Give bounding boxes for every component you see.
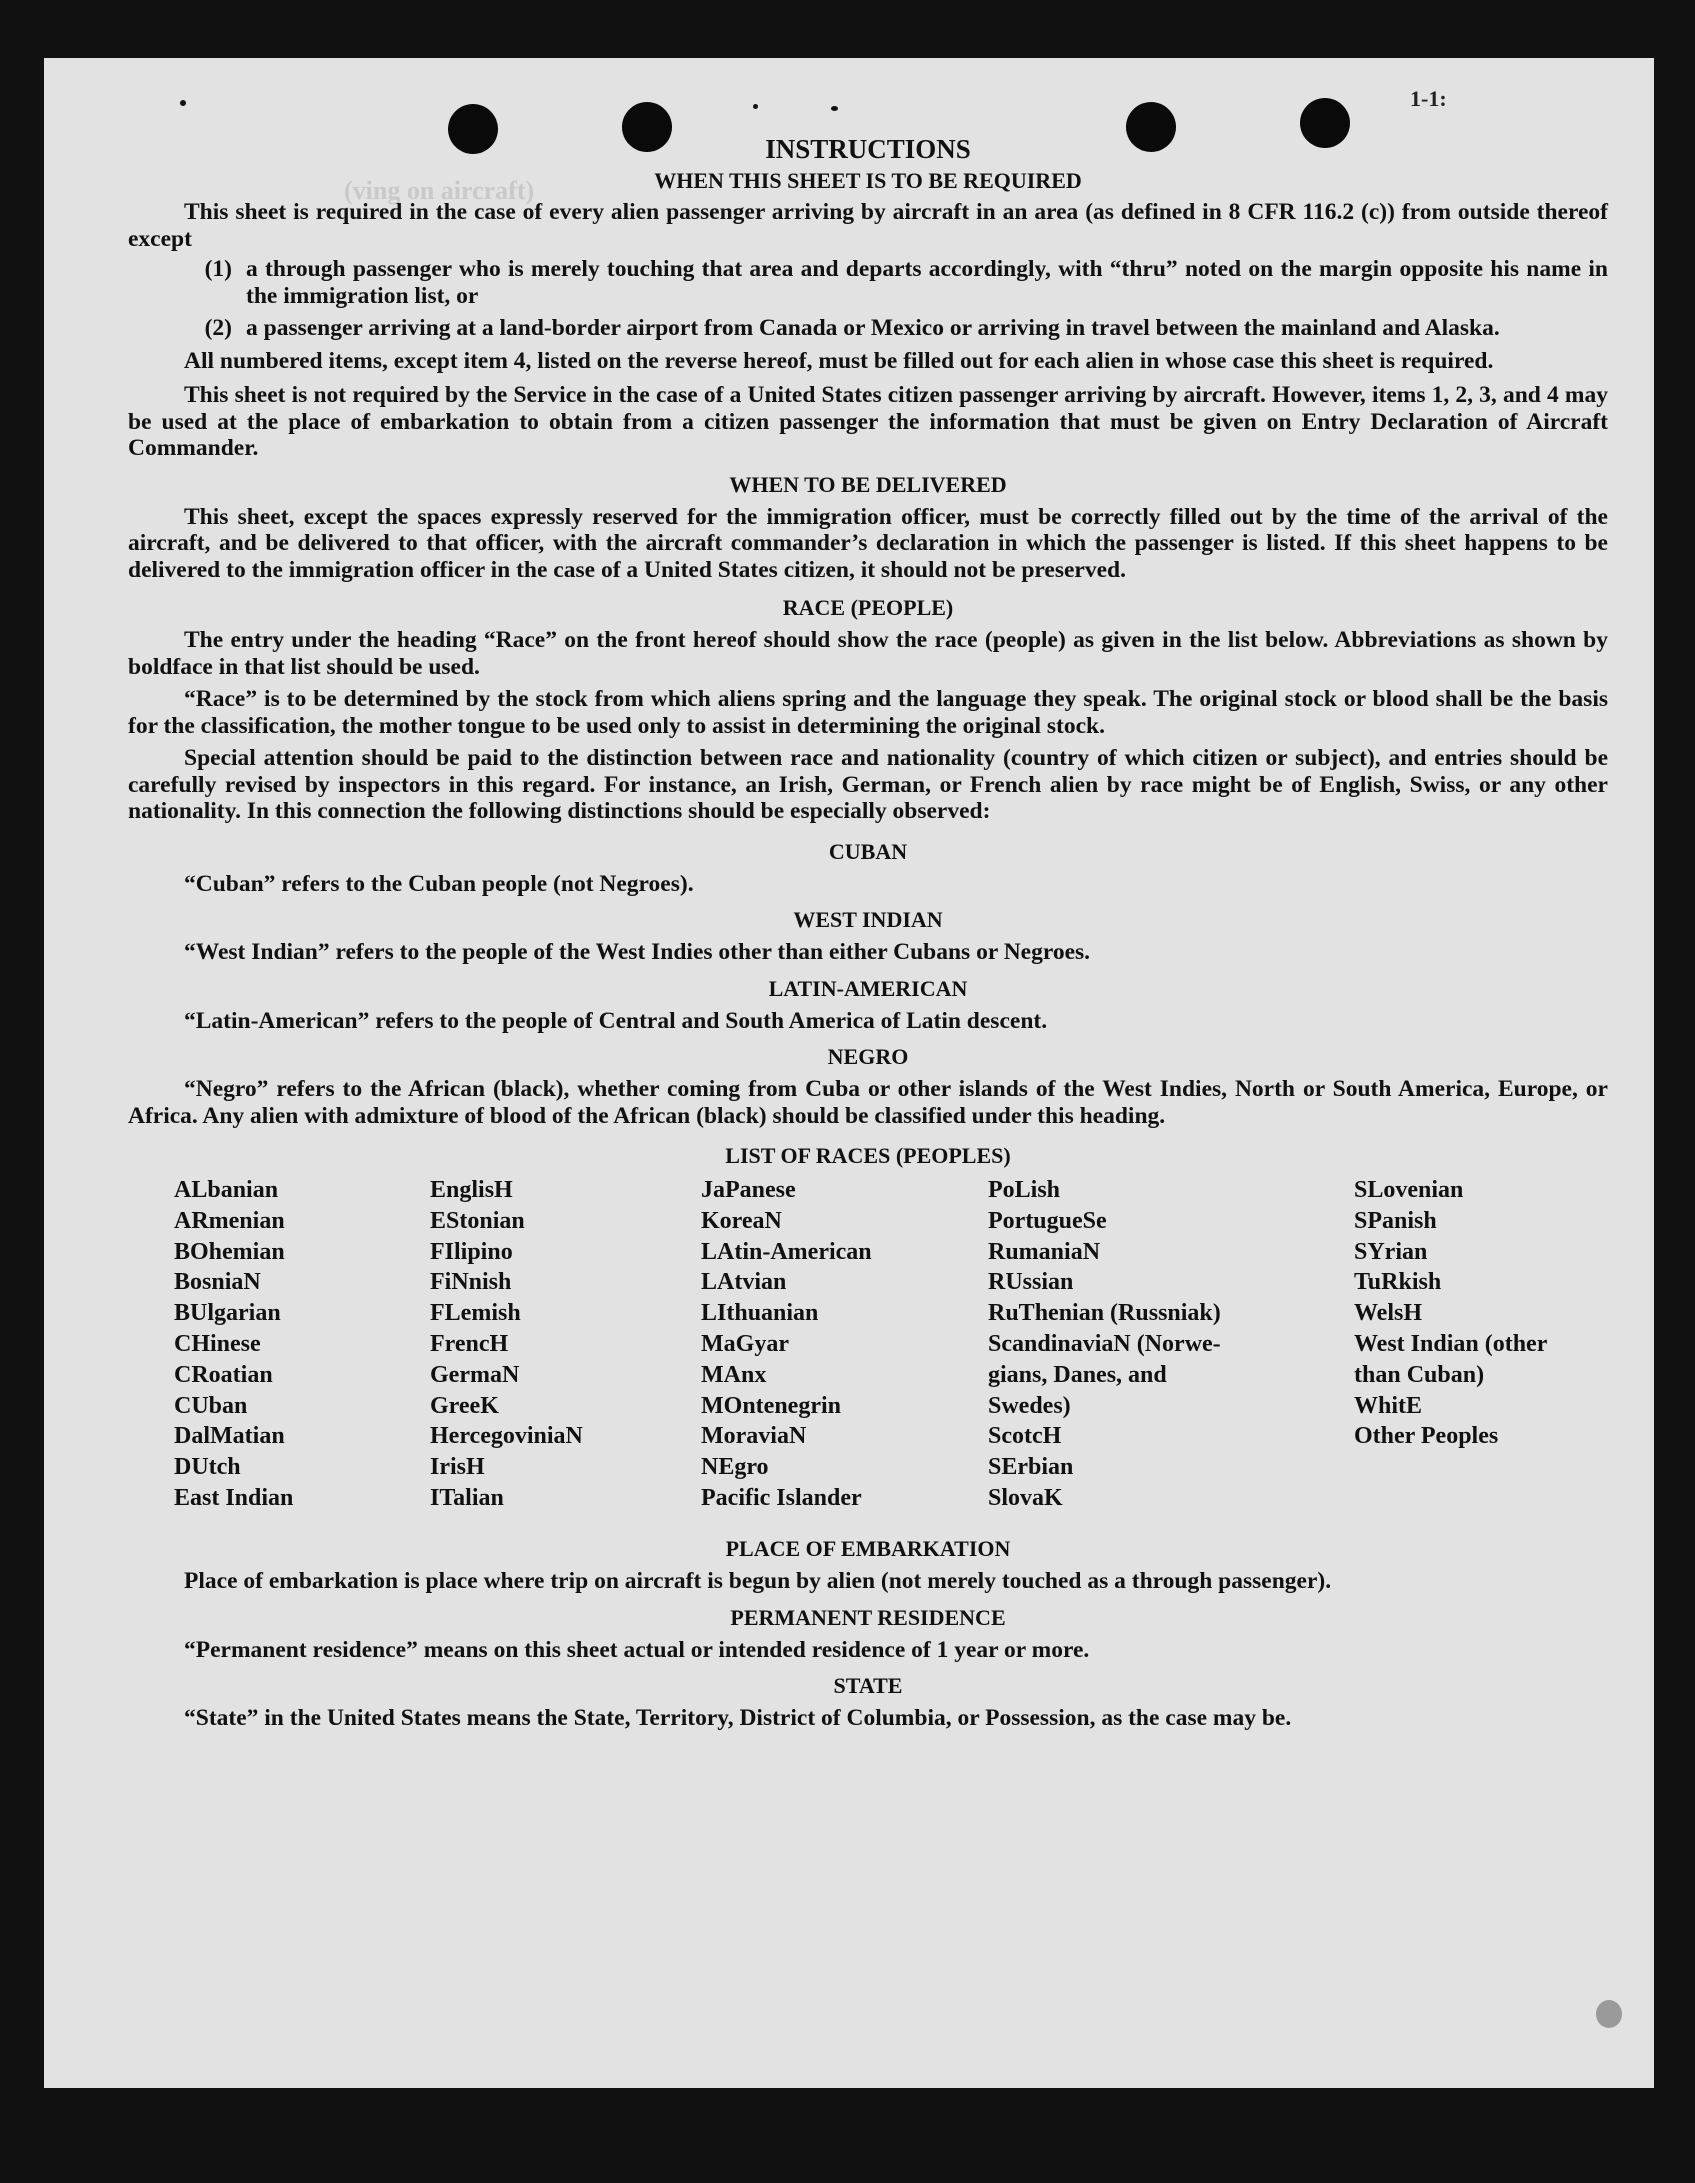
speck: [180, 100, 186, 106]
paragraph-state: “State” in the United States means the State, Territory, District of Columbia, or Possession, as the case may be.: [184, 1705, 1292, 1731]
race-entry: FiNnish: [430, 1269, 512, 1296]
race-entry: SlovaK: [988, 1484, 1063, 1511]
corner-mark: 1-1:: [1410, 86, 1447, 111]
race-entry: ITalian: [430, 1484, 504, 1511]
heading-when-delivered: WHEN TO BE DELIVERED: [729, 471, 1007, 497]
paragraph-negro: “Negro” refers to the African (black), whether coming from Cuba or other islands of the West Indies, North or South America, Europe, or Africa. Any alien with admixture of blood of the African (black) should be classified under this heading.: [128, 1076, 1608, 1129]
item-text: a passenger arriving at a land-border airport from Canada or Mexico or arriving in travel between the mainland and Alaska.: [246, 315, 1500, 341]
race-entry: GreeK: [430, 1392, 499, 1419]
paragraph-embarkation: Place of embarkation is place where trip on aircraft is begun by alien (not merely touched as a through passenger).: [184, 1568, 1332, 1594]
race-entry: SLovenian: [1354, 1177, 1464, 1203]
race-entry: PortugueSe: [988, 1207, 1107, 1234]
race-entry: HercegoviniaN: [430, 1423, 583, 1450]
race-entry: MoraviaN: [701, 1423, 807, 1450]
race-entry: BUlgarian: [174, 1300, 281, 1327]
race-entry: RumaniaN: [988, 1238, 1101, 1265]
race-entry: CUban: [174, 1392, 248, 1419]
race-entry: WhitE: [1354, 1392, 1423, 1419]
race-entry: GermaN: [430, 1361, 520, 1388]
race-entry: CRoatian: [174, 1361, 273, 1388]
race-entry: ScandinaviaN (Norwe-: [988, 1330, 1221, 1357]
race-entry: PoLish: [988, 1177, 1061, 1203]
race-entry: Pacific Islander: [701, 1484, 862, 1511]
race-entry: LAtvian: [701, 1269, 787, 1296]
race-entry: SYrian: [1354, 1238, 1428, 1265]
race-entry: LAtin-American: [701, 1238, 872, 1265]
item-number: (1): [204, 256, 232, 282]
race-entry: FLemish: [430, 1300, 521, 1327]
paragraph-delivery: This sheet, except the spaces expressly reserved for the immigration officer, must be correctly filled out by the time of the arrival of the aircraft, and be delivered to that officer, with the aircraft commander’s declaration in which the passenger is listed. If this sheet happens to be delivered to the immigration officer in the case of a United States citizen, it should not be preserved.: [128, 503, 1608, 583]
race-entry: West Indian (other: [1354, 1330, 1548, 1357]
race-entry: SPanish: [1354, 1207, 1437, 1234]
heading-list-of-races: LIST OF RACES (PEOPLES): [725, 1143, 1011, 1168]
race-entry: WelsH: [1354, 1300, 1423, 1327]
races-column: [174, 1175, 293, 1514]
race-entry: EStonian: [430, 1207, 525, 1234]
races-column: [988, 1175, 1221, 1514]
race-entry: EnglisH: [430, 1177, 513, 1203]
paragraph-race-nationality: Special attention should be paid to the distinction between race and nationality (country of which citizen or subject), and entries should be carefully revised by inspectors in this regard. For instance, an Irish, German, or French alien by race might be of English, Swiss, or any other nationality. In this connection the following distinctions should be especially observed:: [128, 745, 1608, 824]
race-entry: MOntenegrin: [701, 1392, 841, 1419]
heading-cuban: CUBAN: [828, 838, 908, 864]
heading-race: RACE (PEOPLE): [782, 595, 954, 620]
paragraph-cuban: “Cuban” refers to the Cuban people (not Negroes).: [184, 870, 694, 897]
races-list: [128, 1175, 1608, 1530]
paragraph-race-entry: The entry under the heading “Race” on the front hereof should show the race (people) as given in the list below. Abbreviations as shown by boldface in that list should be used.: [128, 627, 1608, 680]
heading-west-indian: WEST INDIAN: [793, 907, 943, 932]
heading-negro: NEGRO: [827, 1044, 909, 1069]
race-entry: FrencH: [430, 1330, 509, 1357]
item-number: (2): [204, 315, 232, 341]
race-entry: NEgro: [701, 1454, 769, 1481]
race-entry: TuRkish: [1354, 1269, 1442, 1296]
heading-permanent-residence: PERMANENT RESIDENCE: [730, 1604, 1006, 1630]
race-entry: gians, Danes, and: [988, 1361, 1167, 1388]
list-item: [128, 256, 1608, 309]
race-entry: Other Peoples: [1354, 1423, 1499, 1450]
speck: [753, 104, 758, 109]
paragraph-numbered-items: All numbered items, except item 4, listed on the reverse hereof, must be filled out for each alien in whose case this sheet is required.: [184, 347, 1494, 374]
paragraph-race-stock: “Race” is to be determined by the stock from which aliens spring and the language they speak. The original stock or blood shall be the basis for the classification, the mother tongue to be used only to assist in determining the original stock.: [128, 686, 1608, 739]
paragraph-latin-american: “Latin-American” refers to the people of Central and South America of Latin descent.: [184, 1007, 1048, 1034]
instructions-body: [128, 134, 1608, 1732]
race-entry: IrisH: [430, 1454, 485, 1481]
heading-latin-american: LATIN-AMERICAN: [768, 975, 968, 1001]
paragraph-citizen: This sheet is not required by the Service in the case of a United States citizen passenger arriving by aircraft. However, items 1, 2, 3, and 4 may be used at the place of embarkation to obtain from a citizen passenger the information that must be given on Entry Declaration of Aircraft Commander.: [128, 382, 1608, 461]
race-entry: ALbanian: [174, 1177, 279, 1203]
race-entry: DalMatian: [174, 1423, 285, 1450]
race-entry: BosniaN: [174, 1269, 261, 1296]
heading-when-required: WHEN THIS SHEET IS TO BE REQUIRED: [654, 168, 1082, 193]
paragraph-required-intro: This sheet is required in the case of every alien passenger arriving by aircraft in an area (as defined in 8 CFR 116.2 (c)) from outside thereof except: [128, 199, 1608, 252]
race-entry: LIthuanian: [701, 1300, 819, 1327]
race-entry: BOhemian: [174, 1238, 285, 1265]
speck: [831, 106, 838, 111]
paragraph-west-indian: “West Indian” refers to the people of the West Indies other than either Cubans or Negroes.: [184, 939, 1091, 965]
races-column: [430, 1175, 583, 1514]
heading-state: STATE: [833, 1673, 903, 1698]
paragraph-permanent-residence: “Permanent residence” means on this sheet actual or intended residence of 1 year or more.: [184, 1636, 1090, 1663]
race-entry: DUtch: [174, 1454, 241, 1481]
race-entry: RUssian: [988, 1269, 1074, 1296]
speck: [1596, 2000, 1622, 2028]
race-entry: JaPanese: [701, 1177, 796, 1203]
race-entry: CHinese: [174, 1330, 261, 1357]
document-page: [44, 58, 1654, 2088]
heading-embarkation: PLACE OF EMBARKATION: [725, 1536, 1011, 1561]
race-entry: MaGyar: [701, 1330, 789, 1357]
race-entry: KoreaN: [701, 1207, 782, 1234]
list-item: [128, 315, 1608, 342]
race-entry: ARmenian: [174, 1207, 285, 1234]
race-entry: East Indian: [174, 1484, 294, 1511]
race-entry: ScotcH: [988, 1423, 1062, 1450]
races-column: [701, 1175, 872, 1514]
race-entry: MAnx: [701, 1361, 767, 1388]
page-title: INSTRUCTIONS: [765, 134, 971, 164]
item-text: a through passenger who is merely touching that area and departs accordingly, with “thru” noted on the margin opposite his name in the immigration list, or: [246, 256, 1608, 309]
race-entry: than Cuban): [1354, 1361, 1485, 1388]
bleed-through-text: (ving on aircraft): [344, 176, 535, 205]
races-column: [1354, 1175, 1547, 1452]
race-entry: FIlipino: [430, 1238, 513, 1265]
race-entry: SErbian: [988, 1454, 1074, 1481]
race-entry: RuThenian (Russniak): [988, 1300, 1221, 1327]
race-entry: Swedes): [988, 1392, 1071, 1419]
